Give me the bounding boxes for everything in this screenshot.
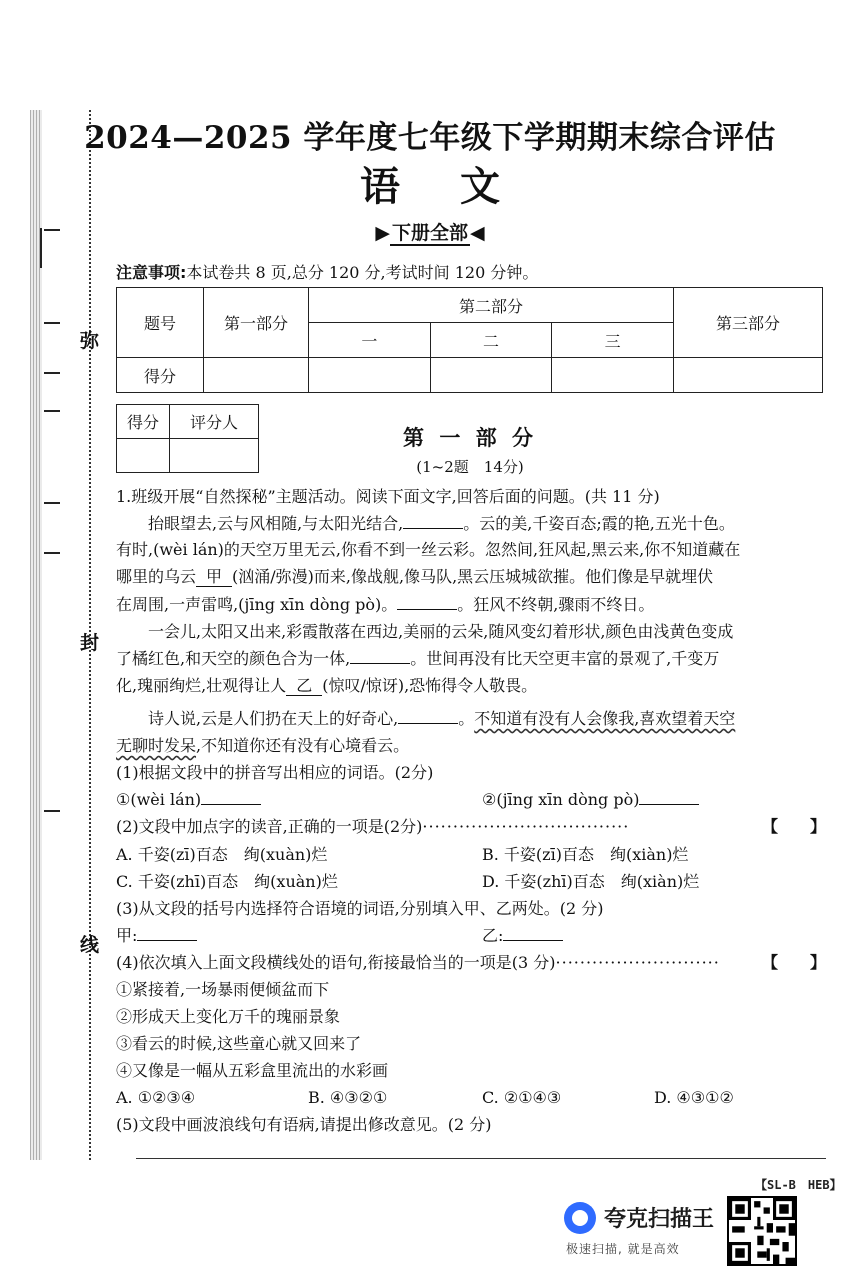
binding-mark [44, 502, 60, 504]
binding-mark [44, 552, 60, 554]
qr-code[interactable] [727, 1196, 797, 1266]
fill-blank[interactable] [403, 514, 463, 529]
option-c[interactable]: C. ②①④③ [482, 1088, 562, 1107]
q1-sub2 [116, 814, 826, 840]
q1-sub2-options [116, 869, 826, 895]
option-b[interactable]: B. ④③②① [308, 1088, 388, 1107]
answer-blank[interactable] [137, 926, 197, 941]
sub4-item: ④又像是一幅从五彩盒里流出的水彩画 [116, 1061, 389, 1080]
q1-sub1: (1)根据文段中的拼音写出相应的词语。(2分) [116, 763, 434, 782]
fill-blank[interactable] [350, 649, 410, 664]
q1-sub2-options [116, 842, 826, 868]
leader-dots: ·································· [422, 817, 630, 836]
header-part2-sub: 二 [430, 323, 552, 358]
header-part2: 第二部分 [309, 288, 674, 323]
text-run: 。 [458, 709, 475, 728]
exam-title: 2024—2025 学年度七年级下学期期末综合评估 [84, 120, 776, 156]
scope-label: ▶ 下册全部 ◀ [375, 222, 485, 244]
q1-p2-line [116, 673, 826, 699]
sub2-text: (2)文段中加点字的读音,正确的一项是(2分) [116, 817, 423, 836]
notice [116, 260, 538, 283]
option-d[interactable]: D. 千姿(zhī)百态 绚(xiàn)烂 [482, 872, 700, 891]
grader-name-label: 评分人 [170, 405, 259, 439]
answer-bracket[interactable]: 【 】 [761, 817, 826, 836]
binding-mark [44, 372, 60, 374]
text-run: 。狂风不终朝,骤雨不终日。 [457, 595, 655, 614]
option-a[interactable]: A. 千姿(zī)百态 绚(xuàn)烂 [116, 845, 328, 864]
q1-sub4-options [116, 1085, 826, 1111]
exam-code: 【SL-B HEB】 [755, 1178, 842, 1192]
q1-sub3: (3)从文段的括号内选择符合语境的词语,分别填入甲、乙两处。(2 分) [116, 899, 604, 918]
app-name: 夸克扫描王 [604, 1207, 715, 1232]
quark-logo-icon [564, 1202, 596, 1234]
q1-sub5: (5)文段中画波浪线句有语病,请提出修改意见。(2 分) [116, 1115, 492, 1134]
text-run: 。世间再没有比天空更丰富的景观了,千变万 [410, 649, 720, 668]
answer-blank[interactable] [503, 926, 563, 941]
fill-blank[interactable] [397, 595, 457, 610]
bottom-divider [136, 1158, 826, 1159]
answer-bracket[interactable]: 【 】 [761, 953, 826, 972]
text-run: (汹涌/弥漫)而来,像战舰,像马队,黑云压城城欲摧。他们像是早就埋伏 [232, 567, 714, 586]
section-subtitle: (1~2题 14分) [416, 458, 524, 476]
option-a[interactable]: A. ①②③④ [116, 1088, 196, 1107]
q1-p2-line [116, 646, 826, 672]
header-part2-sub: 一 [309, 323, 431, 358]
sub4-item: ②形成天上变化万千的瑰丽景象 [116, 1007, 341, 1026]
blank-jia[interactable]: 甲 [196, 567, 232, 587]
blank-yi[interactable]: 乙 [286, 676, 322, 696]
scope-text: 下册全部 [391, 222, 468, 244]
app-tagline: 极速扫描, 就是高效 [566, 1242, 680, 1256]
text-run: (惊叹/惊讶),恐怖得令人敬畏。 [322, 676, 538, 695]
notice-label: 注意事项: [116, 263, 187, 282]
fill-blank[interactable] [398, 709, 458, 724]
text-run: 在周围,一声雷鸣,(jīng xīn dòng pò)。 [116, 595, 398, 614]
section-title: 第 一 部 分 [403, 425, 537, 450]
score-cell[interactable] [552, 358, 674, 393]
answer-blank[interactable] [639, 790, 699, 805]
option-c[interactable]: C. 千姿(zhī)百态 绚(xuàn)烂 [116, 872, 338, 891]
option-b[interactable]: B. 千姿(zī)百态 绚(xiàn)烂 [482, 845, 689, 864]
grader-score-label: 得分 [117, 405, 170, 439]
wavy-sentence: 无聊时发呆 [116, 736, 197, 755]
header-part1: 第一部分 [204, 288, 309, 358]
binding-mark [44, 810, 60, 812]
header-part2-sub: 三 [552, 323, 674, 358]
header-question-no: 题号 [117, 288, 204, 358]
q1-p1-line [116, 564, 826, 590]
sub4-text: (4)依次填入上面文段横线处的语句,衔接最恰当的一项是(3 分) [116, 953, 556, 972]
q1-sub1-answers [116, 787, 826, 813]
q1-p1-line [116, 592, 826, 618]
text-run: 诗人说,云是人们扔在天上的好奇心, [148, 709, 399, 728]
q1-p3-line [116, 733, 826, 759]
sub3-yi-label: 乙: [482, 926, 504, 945]
score-cell[interactable] [309, 358, 431, 393]
subject-title: 语文 [360, 163, 560, 210]
score-cell[interactable] [204, 358, 309, 393]
score-row-label: 得分 [117, 358, 204, 393]
sub4-item: ③看云的时候,这些童心就又回来了 [116, 1034, 362, 1053]
sub3-jia-label: 甲: [116, 926, 138, 945]
q1-p3-line [116, 706, 858, 732]
leader-dots: ··························· [555, 953, 720, 972]
seal-char-mi: 弥 [80, 330, 100, 352]
text-run: 化,瑰丽绚烂,壮观得让人 [116, 676, 287, 695]
seal-char-feng: 封 [80, 632, 100, 654]
q1-sub4 [116, 950, 826, 976]
q1-stem: 1.班级开展“自然探秘”主题活动。阅读下面文字,回答后面的问题。(共 11 分) [116, 487, 660, 506]
binding-mark [44, 410, 60, 412]
score-cell[interactable] [674, 358, 823, 393]
option-d[interactable]: D. ④③①② [654, 1088, 734, 1107]
seal-char-xian: 线 [80, 934, 100, 956]
header-part3: 第三部分 [674, 288, 823, 358]
q1-p1-line: 有时,(wèi lán)的天空万里无云,你看不到一丝云彩。忽然间,狂风起,黑云来,你不知道藏在 [116, 540, 741, 559]
text-run: 抬眼望去,云与风相随,与太阳光结合, [148, 514, 404, 533]
wavy-sentence: 不知道有没有人会像我,喜欢望着天空 [474, 709, 736, 728]
text-run: 哪里的乌云 [116, 567, 197, 586]
notice-text: 本试卷共 8 页,总分 120 分,考试时间 120 分钟。 [186, 263, 539, 282]
sub1-a-label: ①(wèi lán) [116, 790, 202, 809]
text-run: ,不知道你还有没有心境看云。 [196, 736, 410, 755]
q1-sub3-answers [116, 923, 826, 949]
q1-p2-line: 一会儿,太阳又出来,彩霞散落在西边,美丽的云朵,随风变幻着形状,颜色由浅黄色变成 [148, 622, 734, 641]
score-table [116, 287, 823, 393]
binding-mark [44, 322, 60, 324]
sub1-b-label: ②(jīng xīn dòng pò) [482, 790, 640, 809]
answer-blank[interactable] [201, 790, 261, 805]
q1-p1-line [116, 511, 858, 537]
sub4-item: ①紧接着,一场暴雨便倾盆而下 [116, 980, 330, 999]
text-run: 。云的美,千姿百态;霞的艳,五光十色。 [463, 514, 735, 533]
text-run: 了橘红色,和天空的颜色合为一体, [116, 649, 351, 668]
score-cell[interactable] [430, 358, 552, 393]
